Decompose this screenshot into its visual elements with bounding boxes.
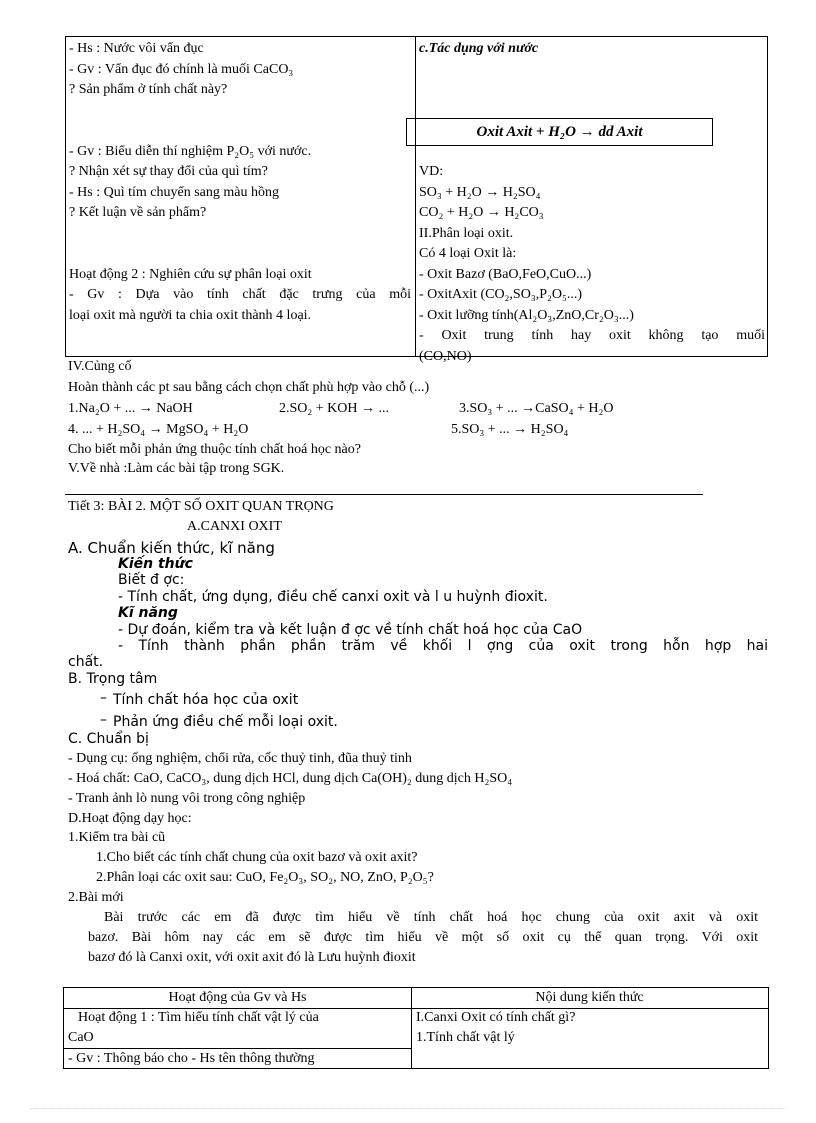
review-question: Cho biết mỗi phản ứng thuộc tính chất hoá học nào?: [68, 442, 361, 457]
content-column-lower: [419, 162, 765, 367]
table-line: ? Kết luận về sản phẩm?: [69, 205, 207, 220]
old-lesson-check: 1.Kiểm tra bài cũ: [68, 830, 166, 845]
review-title: IV.Củng cố: [68, 359, 132, 374]
focus-item-2: Phản ứng điều chế mỗi loại oxit.: [113, 714, 338, 730]
know-label: Biết đ ợc:: [118, 572, 185, 588]
table-line: loại oxit mà người ta chia oxit thành 4 loại.: [69, 307, 312, 323]
content-line: - Oxit lưỡng tính(Al₂O₃,ZnO,Cr₂O₃...): [419, 307, 634, 323]
review-instruction: Hoàn thành các pt sau bằng cách chọn chất phù hợp vào chỗ (...): [68, 380, 430, 395]
table-line: [69, 224, 411, 245]
content-line: SO₃ + H₂O → H₂SO₄: [419, 184, 541, 200]
intro-paragraph-line-3: bazơ đó là Canxi oxit, với oxit axit đó là Lưu huỳnh đioxit: [88, 950, 416, 965]
table-line: [69, 121, 411, 142]
table-divider: [415, 37, 416, 356]
activity-line: - Gv : Thông báo cho - Hs tên thông thường: [68, 1051, 315, 1066]
check-question-1: 1.Cho biết các tính chất chung của oxit bazơ và oxit axit?: [96, 850, 418, 865]
content-line: I.Canxi Oxit có tính chất gì?: [416, 1010, 576, 1025]
table-line: Hoạt động 2 : Nghiên cứu sự phân loại oxit: [69, 266, 312, 282]
lesson-title: Tiết 3: BÀI 2. MỘT SỐ OXIT QUAN TRỌNG: [68, 499, 334, 514]
table-line: - Gv : Biểu diễn thí nghiệm P₂O₅ với nước.: [69, 143, 312, 159]
new-lesson-heading: 2.Bài mới: [68, 890, 124, 905]
equation-1: 1.Na₂O + ... → NaOH: [68, 401, 193, 416]
activity-line: CaO: [68, 1030, 94, 1045]
header-content: Nội dung kiến thức: [535, 990, 644, 1005]
section-heading: c.Tác dụng với nước: [419, 41, 539, 56]
prep-chemicals: - Hoá chất: CaO, CaCO₃, dung dịch HCl, dung dịch Ca(OH)₂ dung dịch H₂SO₄: [68, 771, 513, 786]
skill-item-1: - Dự đoán, kiểm tra và kết luận đ ợc về tính chất hoá học của CaO: [118, 622, 583, 638]
section-c-heading: C. Chuẩn bị: [68, 731, 149, 747]
table-line: [69, 101, 411, 122]
content-line: (CO,NO): [419, 348, 472, 364]
table-line: [69, 244, 411, 265]
equation-4: 4. ... + H₂SO₄ → MgSO₄ + H₂O: [68, 422, 249, 437]
section-a-heading: A. Chuẩn kiến thức, kĩ năng: [68, 539, 275, 557]
focus-bullet: –: [100, 712, 107, 728]
activity-table-top: [65, 36, 768, 364]
lesson-subtitle: A.CANXI OXIT: [187, 519, 282, 534]
content-column: [419, 39, 765, 60]
prep-tools: - Dụng cụ: ống nghiệm, chổi rửa, cốc thuỷ tinh, đũa thuỷ tinh: [68, 751, 412, 766]
content-line: Có 4 loại Oxit là:: [419, 246, 517, 261]
table-line: - Gv : Vẩn đục đó chính là muối CaCO₃: [69, 61, 294, 77]
table-line: ? Sản phẩm ở tính chất này?: [69, 82, 228, 97]
section-d-heading: D.Hoạt động dạy học:: [68, 811, 192, 826]
page-footer-rule: [30, 1108, 786, 1109]
equation-5: 5.SO₃ + ... → H₂SO₄: [451, 422, 569, 437]
content-line: VD:: [419, 164, 444, 179]
header-activity: Hoạt động của Gv và Hs: [168, 990, 307, 1005]
teacher-student-column: [69, 39, 411, 326]
activity-line: Hoạt động 1 : Tìm hiểu tính chất vật lý của: [78, 1010, 319, 1025]
content-line: 1.Tính chất vật lý: [416, 1030, 515, 1045]
know-item: - Tính chất, ứng dụng, điều chế canxi oxit và l u huỳnh đioxit.: [118, 589, 548, 605]
table-line: - Hs : Quì tím chuyển sang màu hồng: [69, 184, 279, 200]
skill-label: Kĩ năng: [118, 605, 178, 621]
equation-2: 2.SO₂ + KOH → ...: [279, 401, 390, 416]
content-line: II.Phân loại oxit.: [419, 225, 514, 241]
skill-item-2: - Tính thành phần phần trăm về khối l ợng của oxit trong hỗn hợp hai: [118, 638, 768, 654]
equation-3: 3.SO₃ + ... →CaSO₄ + H₂O: [459, 401, 614, 416]
horizontal-rule: [65, 494, 703, 495]
content-line: CO₂ + H₂O → H₂CO₃: [419, 205, 544, 220]
section-b-heading: B. Trọng tâm: [68, 671, 158, 687]
intro-paragraph-line-2: bazơ. Bài hôm nay các em sẽ được tìm hiểu về một số oxit cụ thể quan trọng. Với oxit: [88, 930, 758, 945]
table-line: ? Nhận xét sự thay đổi của quì tím?: [69, 164, 268, 179]
prep-images: - Tranh ảnh lò nung vôi trong công nghiệp: [68, 791, 306, 806]
skill-item-2-cont: chất.: [68, 654, 104, 670]
intro-paragraph-line-1: Bài trước các em đã được tìm hiểu về tính chất hoá học chung của oxit axit và oxit: [104, 910, 758, 925]
focus-item-1: Tính chất hóa học của oxit: [113, 692, 299, 708]
table-line: - Hs : Nước vôi vẩn đục: [69, 41, 204, 56]
check-question-2: 2.Phân loại các oxit sau: CuO, Fe₂O₃, SO₂, NO, ZnO, P₂O₅?: [96, 870, 434, 885]
focus-bullet: –: [100, 690, 107, 706]
content-line: - Oxit Bazơ (BaO,FeO,CuO...): [419, 266, 592, 282]
activity-table-bottom: [63, 987, 769, 1069]
content-line: - Oxit trung tính hay oxit không tạo muối: [419, 328, 765, 343]
knowledge-label: Kiến thức: [118, 556, 193, 572]
formula-box: Oxit Axit + H₂O → dd Axit: [406, 118, 713, 146]
table-line: - Gv : Dựa vào tính chất đặc trưng của mỗi: [69, 287, 411, 302]
content-line: - OxitAxit (CO₂,SO₃,P₂O₅...): [419, 287, 583, 302]
homework: V.Về nhà :Làm các bài tập trong SGK.: [68, 461, 285, 476]
